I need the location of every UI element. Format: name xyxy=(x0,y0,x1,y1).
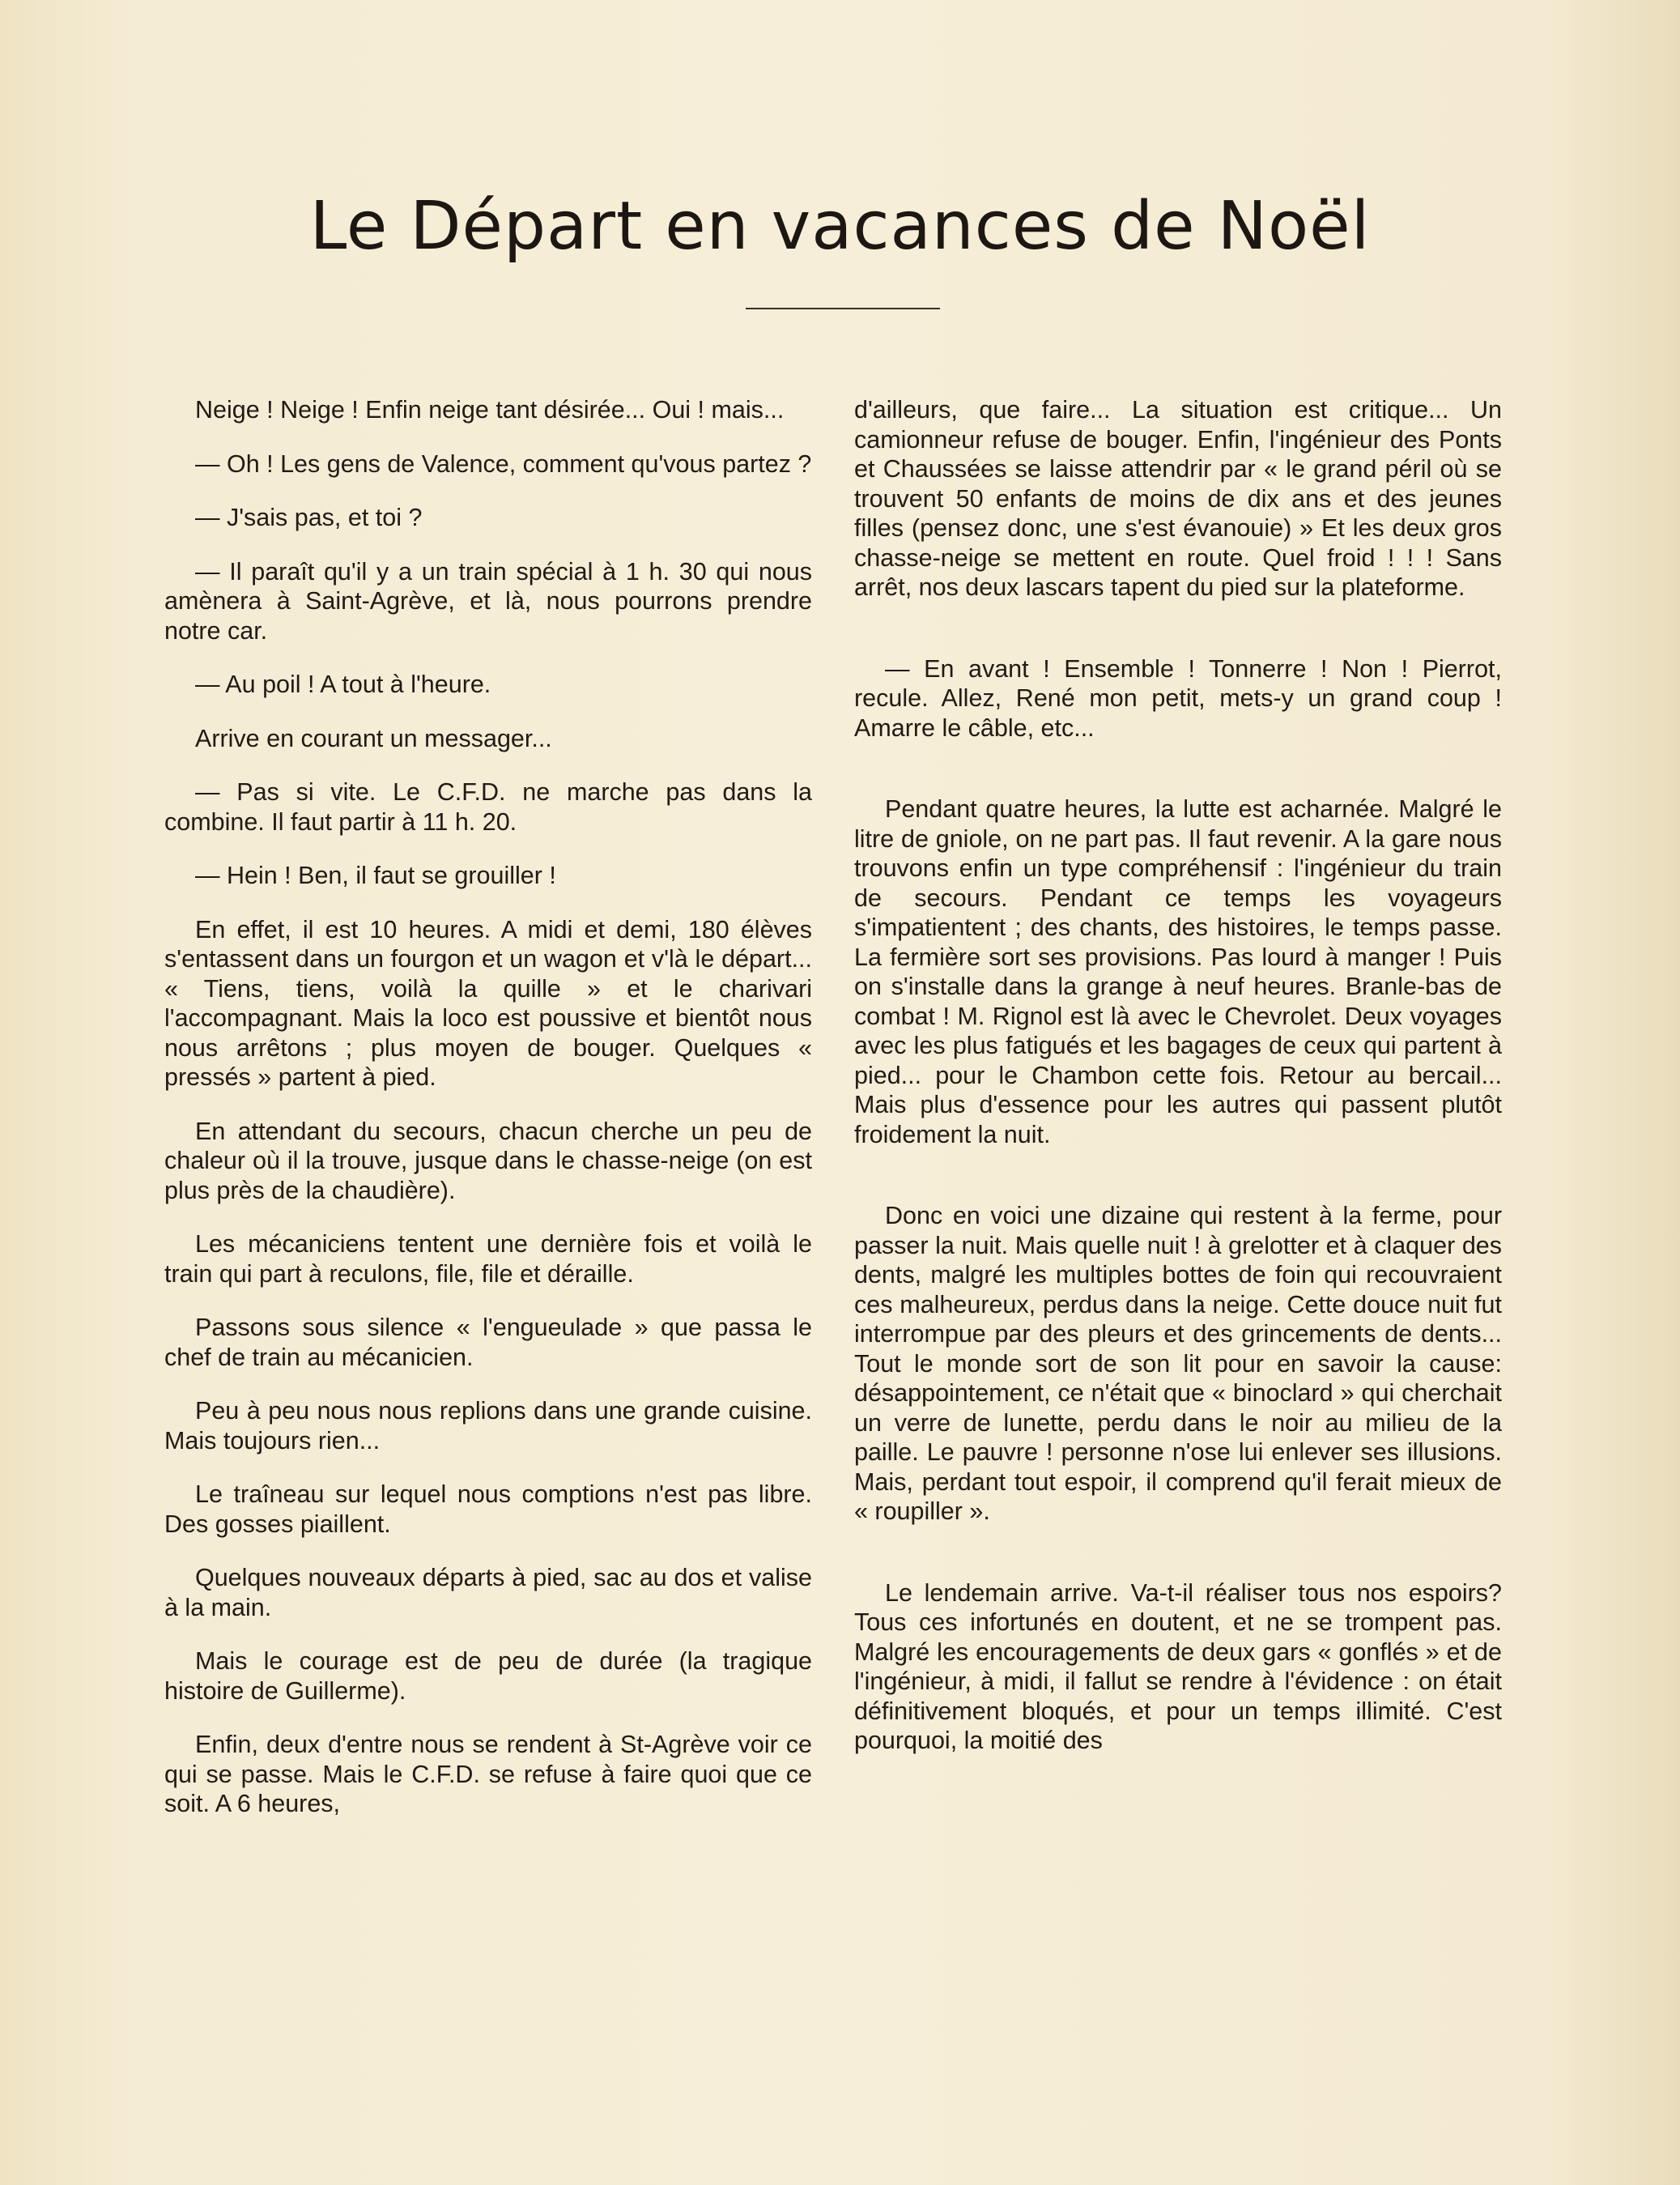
title-divider xyxy=(746,308,940,309)
paragraph: d'ailleurs, que faire... La situation est critique... Un camionneur refuse de bouger. Enfin, l'ingénieur des Ponts et Chaussées se laisse attendrir par « le grand péril où se trouvent 50 enfants de moins de dix ans et des jeunes filles (pensez donc, une s'est évanouie) » Et les deux gros chasse-neige se mettent en route. Quel froid ! ! ! Sans arrêt, nos deux lascars tapent du pied sur la plateforme. xyxy=(854,396,1502,601)
paragraph: En effet, il est 10 heures. A midi et demi, 180 élèves s'entassent dans un fourgon et un wagon et v'là le départ... « Tiens, tiens, voilà la quille » et le charivari l'accompagnant. Mais la loco est poussive et bientôt nous nous arrêtons ; plus moyen de bouger. Quelques « pressés » partent à pied. xyxy=(164,915,812,1091)
paragraph: Les mécaniciens tentent une dernière fois et voilà le train qui part à reculons, file, file et déraille. xyxy=(164,1230,812,1288)
paragraph: — Oh ! Les gens de Valence, comment qu'vous partez ? xyxy=(195,449,812,478)
paragraph: Le traîneau sur lequel nous comptions n'est pas libre. Des gosses piaillent. xyxy=(164,1480,812,1538)
paragraph: — Hein ! Ben, il faut se grouiller ! xyxy=(195,862,556,889)
paragraph: Passons sous silence « l'engueulade » que passa le chef de train au mécanicien. xyxy=(164,1314,812,1371)
paragraph: Neige ! Neige ! Enfin neige tant désirée... Oui ! mais... xyxy=(195,396,785,424)
left-column xyxy=(164,395,812,1843)
paragraph: En attendant du secours, chacun cherche un peu de chaleur où il la trouve, jusque dans le chasse-neige (on est plus près de la chaudière). xyxy=(164,1117,812,1204)
paragraph: Donc en voici une dizaine qui restent à la ferme, pour passer la nuit. Mais quelle nuit ! à grelotter et à claquer des dents, malgré les multiples bottes de foin qui recouvraient ces malheureux, perdus dans la neige. Cette douce nuit fut interrompue par des pleurs et des grincements de dents... Tout le monde sort de son lit pour en savoir la cause: désappointement, ce n'était que « binoclard » qui cherchait un verre de lunette, perdu dans le noir au milieu de la paille. Le pauvre ! personne n'ose lui enlever ses illusions. Mais, perdant tout espoir, il comprend qu'il ferait mieux de « roupiller ». xyxy=(854,1202,1502,1525)
article-title: Le Départ en vacances de Noël xyxy=(309,188,1371,265)
paragraph: — Au poil ! A tout à l'heure. xyxy=(195,671,491,698)
paragraph: Pendant quatre heures, la lutte est acharnée. Malgré le litre de gniole, on ne part pas. Il faut revenir. A la gare nous trouvons enfin un type compréhensif : l'ingénieur du train de secours. Pendant ce temps les voyageurs s'impatientent ; des chants, des histoires, le temps passe. La fermière sort ses provisions. Pas lourd à manger ! Puis on s'installe dans la grange à neuf heures. Branle-bas de combat ! M. Rignol est là avec le Chevrolet. Deux voyages avec les plus fatigués et les bagages de ceux qui partent à pied... pour le Chambon cette fois. Retour au bercail... Mais plus d'essence pour les autres qui passent plutôt froidement la nuit. xyxy=(854,795,1502,1148)
paragraph: Mais le courage est de peu de durée (la tragique histoire de Guillerme). xyxy=(164,1647,812,1705)
paragraph: Peu à peu nous nous replions dans une grande cuisine. Mais toujours rien... xyxy=(164,1397,812,1455)
paragraph: — En avant ! Ensemble ! Tonnerre ! Non ! Pierrot, recule. Allez, René mon petit, mets-y un grand coup ! Amarre le câble, etc... xyxy=(854,654,1502,742)
paragraph: — J'sais pas, et toi ? xyxy=(195,504,423,531)
paragraph: Arrive en courant un messager... xyxy=(195,724,552,752)
right-column xyxy=(854,395,1502,1780)
paragraph: — Pas si vite. Le C.F.D. ne marche pas dans la combine. Il faut partir à 11 h. 20. xyxy=(164,778,812,836)
paragraph: Quelques nouveaux départs à pied, sac au dos et valise à la main. xyxy=(164,1564,812,1621)
paragraph: — Il paraît qu'il y a un train spécial à 1 h. 30 qui nous amènera à Saint-Agrève, et là, nous pourrons prendre notre car. xyxy=(164,557,812,645)
paragraph: Enfin, deux d'entre nous se rendent à St-Agrève voir ce qui se passe. Mais le C.F.D. se refuse à faire quoi que ce soit. A 6 heures, xyxy=(164,1731,812,1817)
paragraph: Le lendemain arrive. Va-t-il réaliser tous nos espoirs? Tous ces infortunés en doutent, et ne se trompent pas. Malgré les encouragements de deux gars « gonflés » et de l'ingénieur, à midi, il fallut se rendre à l'évidence : on était définitivement bloqués, et pour un temps illimité. C'est pourquoi, la moitié des xyxy=(854,1578,1502,1754)
